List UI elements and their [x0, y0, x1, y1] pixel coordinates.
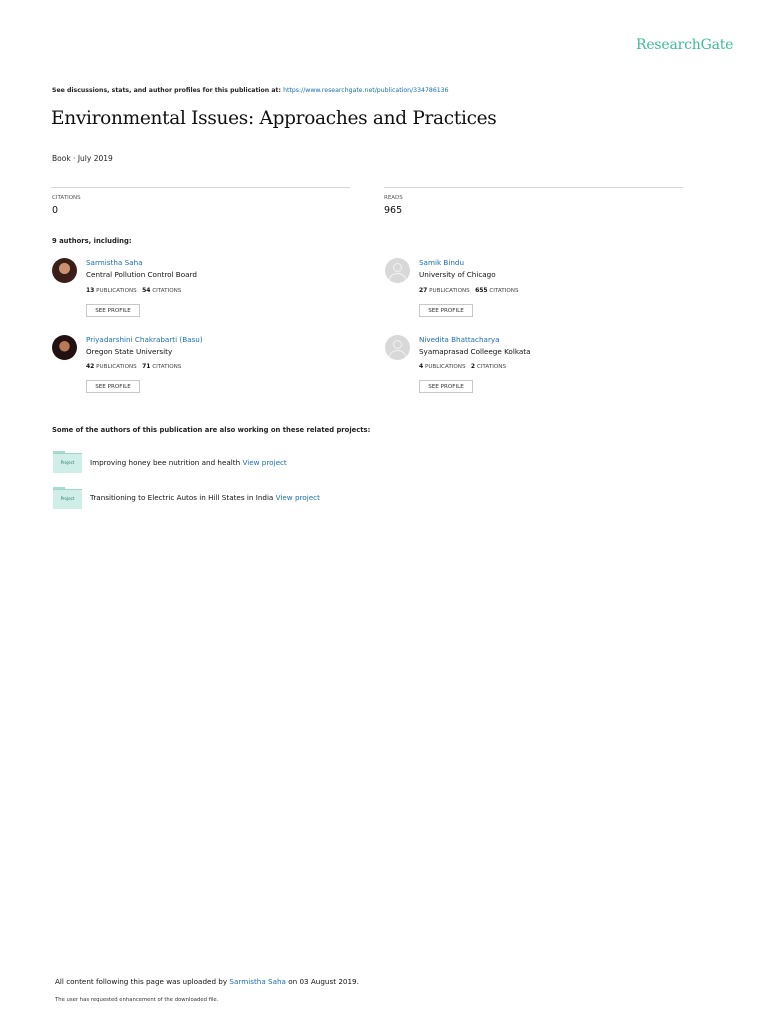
author-photo[interactable]: [52, 258, 77, 283]
request-note: The user has requested enhancement of the downloaded file.: [55, 997, 219, 1003]
avatar-head-shape: [393, 340, 402, 349]
citations-label: CITATIONS: [476, 364, 506, 370]
project-icon-label: Project: [60, 460, 75, 465]
author-institution: Oregon State University: [86, 347, 173, 356]
reads-value: 965: [384, 205, 403, 216]
publications-label: PUBLICATIONS: [96, 364, 137, 370]
citations-count: 54: [142, 287, 151, 294]
author-institution: University of Chicago: [419, 270, 496, 279]
author-institution: Syamaprasad Colleege Kolkata: [419, 347, 531, 356]
publications-label: PUBLICATIONS: [96, 288, 137, 294]
see-profile-button[interactable]: SEE PROFILE: [419, 304, 473, 317]
project-icon-label: Project: [60, 496, 75, 501]
citations-label: CITATIONS: [152, 288, 182, 294]
project-item: [90, 493, 320, 502]
project-title: Transitioning to Electric Autos in Hill States in India: [90, 493, 276, 502]
avatar-shoulders-shape: [389, 273, 406, 283]
citations-count: 655: [475, 287, 488, 294]
author-stats: [86, 363, 181, 370]
avatar-head-shape: [393, 263, 402, 272]
citations-divider: [51, 187, 350, 188]
default-avatar-icon[interactable]: [385, 335, 410, 360]
publication-title: Environmental Issues: Approaches and Practices: [51, 108, 497, 129]
citations-count: 71: [142, 363, 151, 370]
author-stats: [86, 287, 181, 294]
project-folder-icon: [53, 487, 82, 509]
related-projects-heading: Some of the authors of this publication are also working on these related projects:: [52, 426, 371, 434]
author-stats: [419, 363, 506, 370]
citations-count: 2: [470, 363, 476, 370]
citations-label: CITATIONS: [489, 288, 519, 294]
see-discussions-text: See discussions, stats, and author profiles for this publication at:: [52, 87, 284, 94]
view-project-link[interactable]: View project: [275, 493, 320, 502]
reads-label: READS: [384, 195, 403, 201]
project-title: Improving honey bee nutrition and health: [90, 458, 243, 467]
author-name-link[interactable]: Sarmistha Saha: [86, 258, 143, 267]
author-photo[interactable]: [52, 335, 77, 360]
author-stats: [419, 287, 519, 294]
uploader-link[interactable]: Sarmistha Saha: [229, 977, 286, 986]
citations-label: CITATIONS: [152, 364, 182, 370]
publications-label: PUBLICATIONS: [424, 364, 466, 370]
reads-divider: [384, 187, 683, 188]
upload-suffix: on 03 August 2019.: [285, 977, 359, 986]
author-name-link[interactable]: Priyadarshini Chakrabarti (Basu): [86, 335, 203, 344]
publications-count: 42: [86, 363, 95, 370]
publication-url-link[interactable]: https://www.researchgate.net/publication/334786136: [283, 87, 449, 94]
author-name-link[interactable]: Samik Bindu: [419, 258, 465, 267]
see-profile-button[interactable]: SEE PROFILE: [86, 380, 140, 393]
publications-count: 13: [86, 287, 95, 294]
publication-meta: Book · July 2019: [52, 154, 113, 163]
author-institution: Central Pollution Control Board: [86, 270, 197, 279]
avatar-shoulders-shape: [389, 350, 406, 360]
publications-count: 27: [419, 287, 428, 294]
see-discussions-line: [52, 87, 449, 94]
upload-prefix: All content following this page was uploaded by: [55, 977, 230, 986]
default-avatar-icon[interactable]: [385, 258, 410, 283]
view-project-link[interactable]: View project: [242, 458, 287, 467]
citations-value: 0: [52, 205, 59, 216]
researchgate-logo[interactable]: ResearchGate: [636, 37, 734, 53]
author-name-link[interactable]: Nivedita Bhattacharya: [419, 335, 500, 344]
project-item: [90, 458, 287, 467]
publications-count: 4: [419, 363, 424, 370]
see-profile-button[interactable]: SEE PROFILE: [419, 380, 473, 393]
see-profile-button[interactable]: SEE PROFILE: [86, 304, 140, 317]
authors-heading: 9 authors, including:: [52, 237, 132, 245]
publications-label: PUBLICATIONS: [429, 288, 470, 294]
citations-label: CITATIONS: [52, 195, 81, 201]
upload-notice: [55, 977, 359, 986]
project-folder-icon: [53, 451, 82, 473]
